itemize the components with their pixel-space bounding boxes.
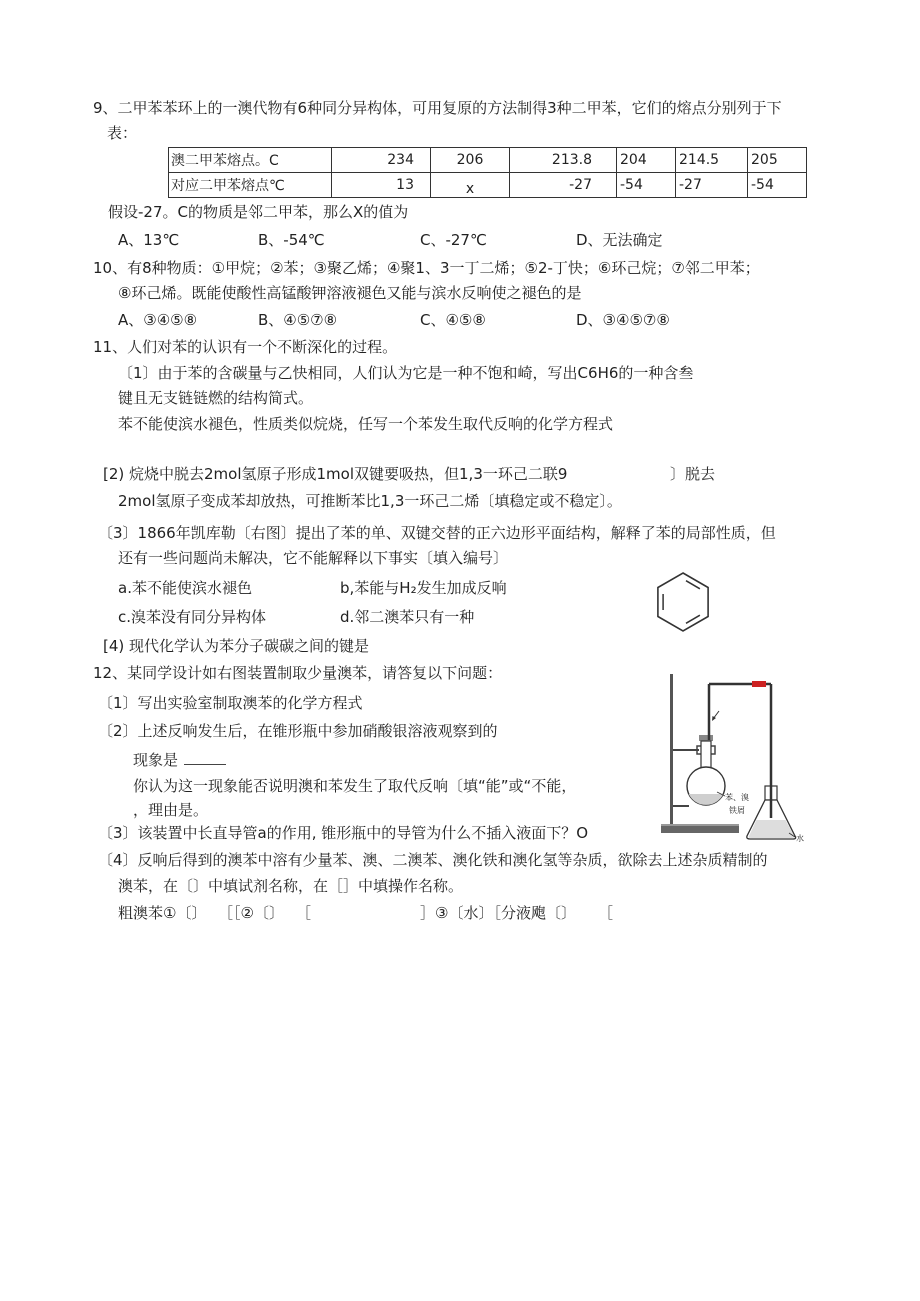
q11-part4: [4) 现代化学认为苯分子碳碳之间的键是 bbox=[103, 637, 370, 655]
table-row bbox=[169, 148, 807, 173]
q12-flow-step1: 粗澳苯①〔〕 bbox=[118, 904, 207, 922]
rubber-connector bbox=[752, 681, 766, 687]
table-cell: 213.8 bbox=[510, 148, 617, 173]
benzene-ring bbox=[658, 573, 708, 631]
flask-neck bbox=[701, 741, 711, 770]
q9-question: 假设-27。C的物质是邻二甲苯，那么X的值为 bbox=[108, 203, 409, 221]
water-label: 水 bbox=[796, 834, 804, 843]
table-cell: 234 bbox=[332, 148, 431, 173]
bromobenzene-apparatus-figure bbox=[655, 668, 815, 846]
melting-point-table bbox=[168, 147, 807, 198]
reagent-label: 苯、溴 bbox=[725, 793, 749, 802]
q9-option-c: C、-27℃ bbox=[420, 231, 487, 249]
table-cell: -54 bbox=[617, 173, 676, 198]
q12-flow-step5: ［ bbox=[598, 904, 614, 922]
q9-stem-line2: 表： bbox=[107, 124, 138, 142]
q12-flow-step2: ［［②〔〕 bbox=[218, 904, 284, 922]
q10-option-a: A、③④⑤⑧ bbox=[118, 311, 198, 329]
table-row bbox=[169, 173, 807, 198]
table-cell bbox=[431, 173, 510, 198]
table-cell: 13 bbox=[332, 173, 431, 198]
table-cell: -27 bbox=[510, 173, 617, 198]
q12-part2-line3: 你认为这一现象能否说明澳和苯发生了取代反响〔填“能”或“不能， bbox=[133, 777, 577, 795]
table-cell: 205 bbox=[748, 148, 807, 173]
table-cell: 204 bbox=[617, 148, 676, 173]
q9-option-a: A、13℃ bbox=[118, 231, 180, 249]
q11-fact-a: a.苯不能使滨水褪色 bbox=[118, 579, 252, 597]
q12-flow-step3: ［ bbox=[296, 904, 312, 922]
flask-liquid bbox=[689, 794, 723, 805]
table-cell: 206 bbox=[431, 148, 510, 173]
q11-intro: 11、人们对苯的认识有一个不断深化的过程。 bbox=[93, 338, 398, 356]
q12-intro: 12、某同学设计如右图装置制取少量澳苯，请答复以下问题： bbox=[93, 664, 503, 682]
q11-part2-line2: 2mol氢原子变成苯却放热，可推断苯比1,3一环己二烯〔填稳定或不稳定〕。 bbox=[118, 492, 622, 510]
table-cell: -27 bbox=[676, 173, 748, 198]
table-cell: 214.5 bbox=[676, 148, 748, 173]
table-cell: 对应二甲苯熔点℃ bbox=[169, 173, 332, 198]
q9-option-b: B、-54℃ bbox=[258, 231, 325, 249]
q11-part1-line3: 苯不能使滨水褪色，性质类似烷烧，任写一个苯发生取代反响的化学方程式 bbox=[118, 415, 614, 433]
q10-stem-line1: 10、有8种物质：①甲烷；②苯；③聚乙烯；④聚1、3一丁二烯；⑤2-丁快；⑥环己烷；⑦邻二甲苯； bbox=[93, 259, 760, 277]
q12-part3: 〔3〕该装置中长直导管a的作用, 锥形瓶中的导管为什么不插入液面下？O bbox=[98, 824, 589, 842]
q11-part3-line2: 还有一些问题尚未解决，它不能解释以下事实〔填入编号〕 bbox=[118, 549, 509, 567]
q11-part2-line1: [2) 烷烧中脱去2mol氢原子形成1mol双键要吸热，但1,3一环己二联9 bbox=[103, 465, 568, 483]
benzene-kekule-figure bbox=[650, 570, 716, 636]
q9-stem-line1: 9、二甲苯苯环上的一澳代物有6种同分异构体，可用复原的方法制得3种二甲苯，它们的熔点分别列于下 bbox=[93, 99, 782, 117]
q12-part4-line1: 〔4〕反响后得到的澳苯中溶有少量苯、澳、二澳苯、澳化铁和澳化氢等杂质，欲除去上述杂质精制的 bbox=[98, 851, 768, 869]
base-highlight bbox=[661, 824, 739, 826]
iron-stand-rod bbox=[670, 674, 673, 826]
tube-a-arrowhead bbox=[712, 716, 716, 721]
q11-fact-c: c.溴苯没有同分异构体 bbox=[118, 608, 267, 626]
table-cell: -54 bbox=[748, 173, 807, 198]
q12-part2-line4: ，理由是。 bbox=[133, 801, 209, 819]
q10-option-c: C、④⑤⑧ bbox=[420, 311, 486, 329]
q10-option-b: B、④⑤⑦⑧ bbox=[258, 311, 338, 329]
q12-part2-line2 bbox=[133, 750, 226, 770]
q10-option-d: D、③④⑤⑦⑧ bbox=[576, 311, 670, 329]
q9-option-d: D、无法确定 bbox=[576, 231, 663, 249]
answer-blank bbox=[184, 750, 226, 765]
flask-stopper bbox=[699, 735, 713, 741]
q12-part1: 〔1〕写出实验室制取澳苯的化学方程式 bbox=[98, 694, 363, 712]
q11-part1-line2: 键且无支链链燃的结构简式。 bbox=[118, 389, 314, 407]
q12-part4-line2: 澳苯，在〔〕中填试剂名称，在［］中填操作名称。 bbox=[118, 877, 464, 895]
q12-flow-step4: ］③〔水〕［分液飑〔〕 bbox=[420, 904, 576, 922]
q10-stem-line2: ⑧环己烯。既能使酸性高锰酸钾溶液褪色又能与滨水反响使之褪色的是 bbox=[118, 284, 582, 302]
q11-fact-d: d.邻二澳苯只有一种 bbox=[340, 608, 475, 626]
q11-part2-line1-end: 〕脱去 bbox=[670, 465, 716, 483]
q11-fact-b: b,苯能与H₂发生加成反响 bbox=[340, 579, 507, 597]
q11-part1-line1: 〔1〕由于苯的含碳量与乙快相同，人们认为它是一种不饱和崎，写出C6H6的一种含叁 bbox=[118, 364, 694, 382]
q11-part3-line1: 〔3〕1866年凯库勒〔右图〕提出了苯的单、双键交替的正六边形平面结构，解释了苯的局部性质，但 bbox=[98, 524, 776, 542]
table-cell: 澳二甲苯熔点。C bbox=[169, 148, 332, 173]
phenomenon-label: 现象是 bbox=[133, 751, 179, 769]
catalyst-label: 铁屑 bbox=[729, 806, 745, 815]
unknown-x: x bbox=[465, 181, 475, 197]
q12-part2-line1: 〔2〕上述反响发生后，在锥形瓶中参加硝酸银溶液观察到的 bbox=[98, 722, 498, 740]
